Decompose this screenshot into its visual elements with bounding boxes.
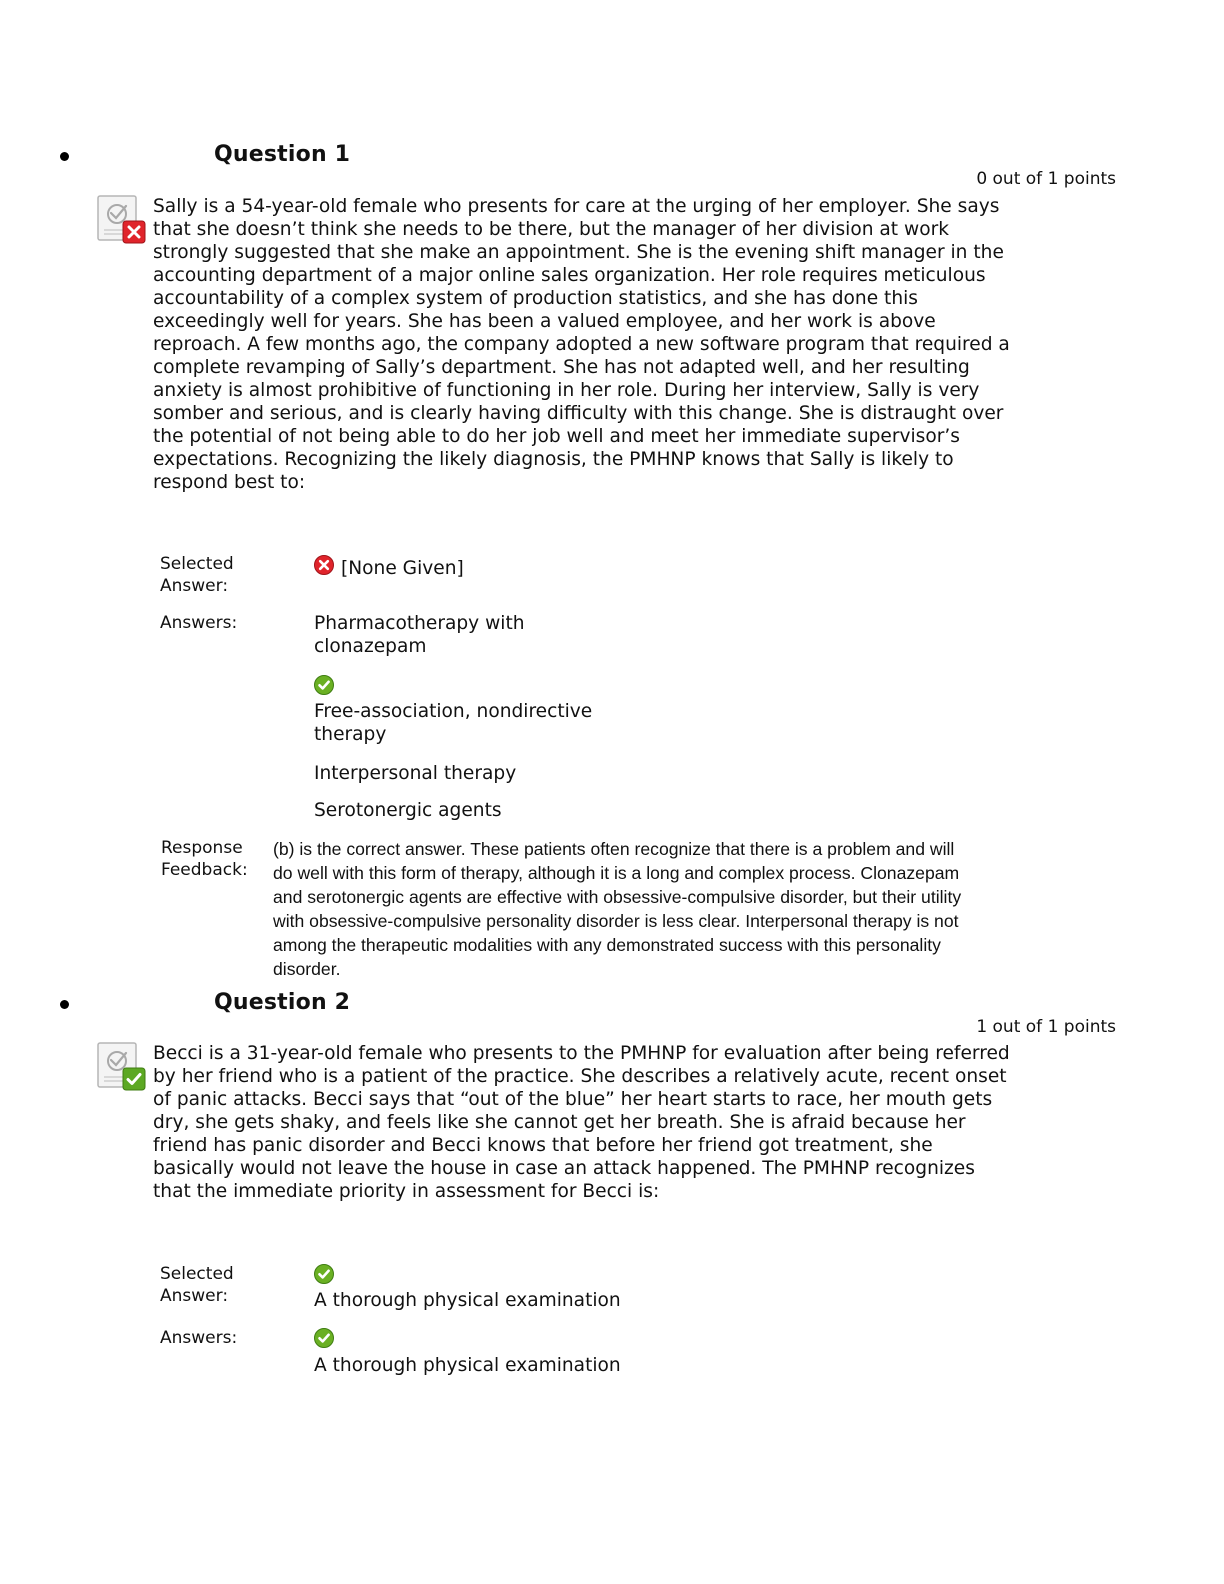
green-check-icon (122, 1067, 146, 1091)
incorrect-icon (314, 555, 334, 575)
selected-answer-value: [None Given] (341, 558, 464, 579)
answer-option: Interpersonal therapy (314, 763, 517, 784)
question-points: 0 out of 1 points (976, 169, 1116, 189)
question-title: Question 2 (214, 990, 351, 1015)
answers-label: Answers: (160, 613, 238, 633)
answer-option: Pharmacotherapy with clonazepam (314, 613, 525, 657)
correct-icon (314, 1264, 334, 1284)
response-feedback-text: (b) is the correct answer. These patients often recognize that there is a problem and will do well with this form of therapy, although it is a long and complex process. Clonazepam and serotonergic agents are effective with obsessive-compulsive disorder, but their utility with obsessive-compulsive personality disorder is less clear. Interpersonal therapy is not among the therapeutic modalities with any demonstrated success with this personality disorder. (273, 839, 962, 979)
correct-answer-icon (314, 675, 334, 695)
response-feedback-label: Response Feedback: (161, 838, 248, 880)
red-x-icon (122, 220, 146, 244)
question-title: Question 1 (214, 142, 351, 167)
correct-answer-icon (314, 1328, 334, 1348)
answer-option: A thorough physical examination (314, 1355, 621, 1376)
question-points: 1 out of 1 points (976, 1017, 1116, 1037)
question-status-icon (96, 194, 152, 248)
answers-label: Answers: (160, 1328, 238, 1348)
question-text: Becci is a 31-year-old female who presents to the PMHNP for evaluation after being referred by her friend who is a patient of the practice. She describes a relatively acute, recent onset of panic attacks. Becci says that “out of the blue” her heart starts to race, her mouth gets dry, she gets shaky, and feels like she cannot get her breath. She is afraid because her friend has panic disorder and Becci knows that before her friend got treatment, she basically would not leave the house in case an attack happened. The PMHNP recognizes that the immediate priority in assessment for Becci is: (153, 1043, 1010, 1202)
question-status-icon (96, 1041, 152, 1095)
answer-option: Free-association, nondirective therapy (314, 701, 593, 745)
answer-option: Serotonergic agents (314, 800, 502, 821)
question-text: Sally is a 54-year-old female who presents for care at the urging of her employer. She says that she doesn’t think she needs to be there, but the manager of her division at work strongly suggested that she make an appointment. She is the evening shift manager in the accounting department of a major online sales organization. Her role requires meticulous accountability of a complex system of production statistics, and she has done this exceedingly well for years. She has been a valued employee, and her work is above reproach. A few months ago, the company adopted a new software program that required a complete revamping of Sally’s department. She has not adapted well, and her resulting anxiety is almost prohibitive of functioning in her role. During her interview, Sally is very somber and serious, and is clearly having difficulty with this change. She is distraught over the potential of not being able to do her job well and meet her immediate supervisor’s expectations. Recognizing the likely diagnosis, the PMHNP knows that Sally is likely to respond best to: (153, 196, 1010, 493)
selected-answer-value: A thorough physical examination (314, 1290, 621, 1311)
bullet-icon (60, 152, 69, 161)
selected-answer-label: Selected Answer: (160, 554, 234, 596)
selected-answer-label: Selected Answer: (160, 1264, 234, 1306)
bullet-icon (60, 1000, 69, 1009)
